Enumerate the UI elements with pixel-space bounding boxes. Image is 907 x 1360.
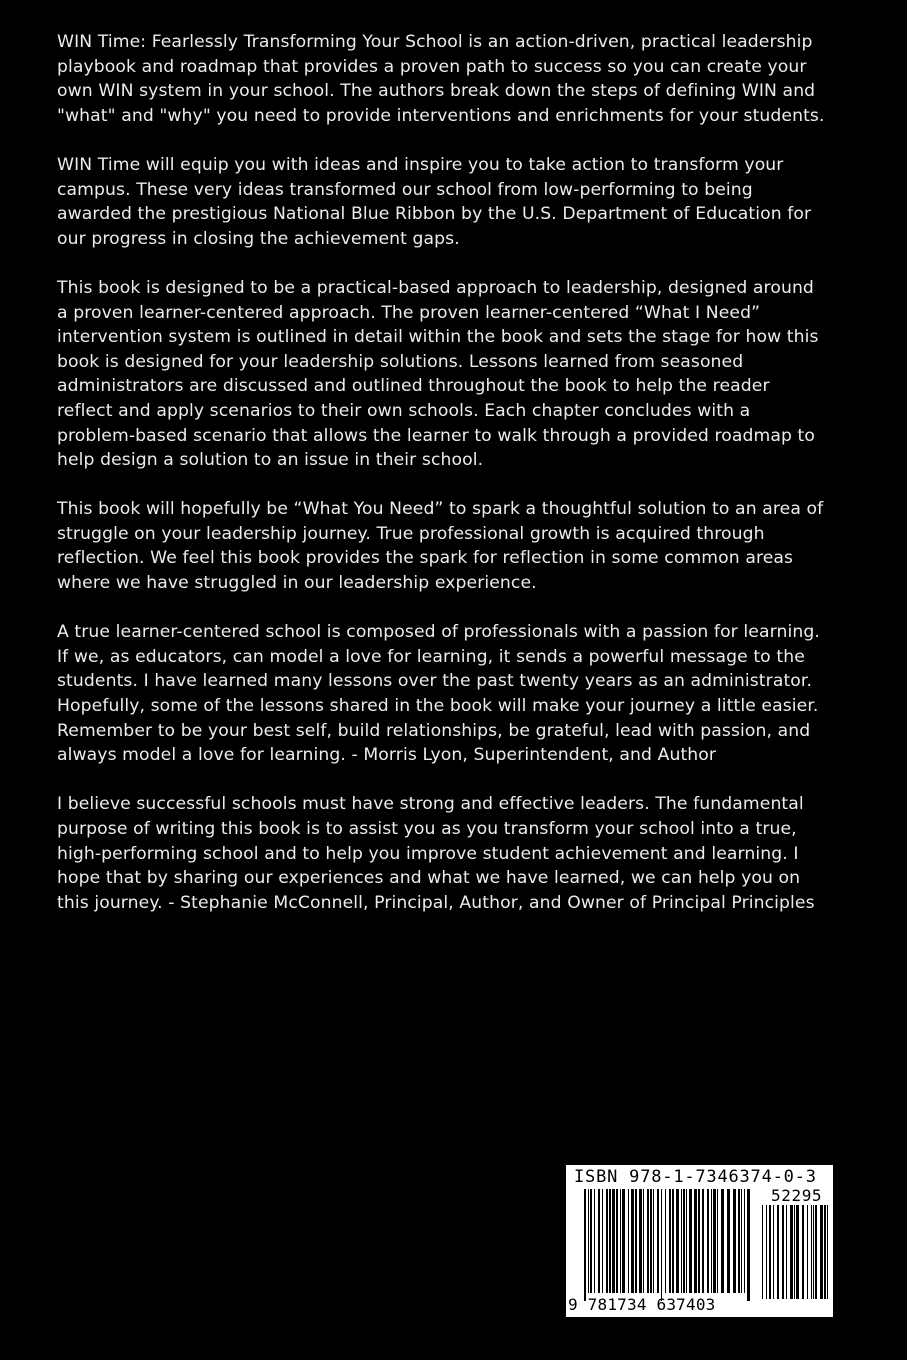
barcode-bar (796, 1205, 799, 1299)
barcode-bar (698, 1189, 700, 1293)
barcode-bar (620, 1189, 621, 1293)
barcode-bar (807, 1205, 808, 1299)
ean-number: 9 781734 637403 (568, 1295, 716, 1314)
barcode-bar (631, 1189, 634, 1293)
barcode-bar (782, 1205, 784, 1299)
barcode-bar (820, 1205, 823, 1299)
barcode-bar (635, 1189, 637, 1293)
barcode-bar (686, 1189, 687, 1293)
description-text (57, 30, 827, 940)
barcode-bar (672, 1189, 674, 1293)
barcode-bar (616, 1189, 618, 1293)
paragraph-intro: WIN Time: Fearlessly Transforming Your School is an action-driven, practical leadership playbook and roadmap that provides a proven path to success so you can create your own WIN system in your school. The authors break down the steps of defining WIN and "what" and "why" you need to provide interventions and enrichments for your students. (57, 32, 825, 126)
barcode-bar (588, 1189, 589, 1293)
barcode-bar (777, 1205, 779, 1299)
barcode-bar (598, 1189, 600, 1293)
barcode-bar (665, 1189, 666, 1293)
barcode-bar (794, 1205, 795, 1299)
barcode-bar (790, 1205, 793, 1299)
barcode-bar (590, 1189, 592, 1293)
paragraph-what-you-need: This book will hopefully be “What You Need” to spark a thoughtful solution to an area of struggle on your leadership journey. True professional growth is acquired through reflection. We feel this book provides the spark for reflection in some common areas where we have struggled in our leadership experience. (57, 499, 824, 594)
barcode-bar (669, 1189, 671, 1293)
barcode-bar (786, 1205, 787, 1299)
barcode-bar (602, 1189, 603, 1293)
paragraph-approach: This book is designed to be a practical-based approach to leadership, designed around a proven learner-centered approach. The proven learner-centered “What I Need” intervention system is outlined in detail within the book and sets the stage for how this book is designed for your leadership solutions. Lessons learned from seasoned administrators are discussed and outlined throughout the book to help the reader reflect and apply scenarios to their own schools. Each chapter concludes with a problem-based scenario that allows the learner to walk through a provided roadmap to help design a solution to an issue in their school. (57, 277, 819, 471)
barcode-bar (733, 1189, 736, 1293)
barcode-bar (717, 1189, 718, 1293)
barcode-bar (661, 1189, 662, 1301)
barcode-bar (744, 1189, 745, 1293)
barcode-bar (711, 1189, 712, 1293)
barcode-bar (657, 1189, 659, 1293)
isbn-barcode (566, 1165, 833, 1317)
barcode-bar (741, 1189, 742, 1293)
barcode-bar (653, 1189, 654, 1293)
barcode-bar (606, 1189, 608, 1293)
barcode-bar (612, 1189, 615, 1293)
barcode-bar (594, 1189, 595, 1293)
barcode-bar (681, 1189, 682, 1293)
barcode-bar (676, 1189, 679, 1293)
barcode-bar (702, 1189, 704, 1293)
barcode-bar (628, 1189, 629, 1293)
barcode-bar (747, 1189, 750, 1301)
barcode-bar (622, 1189, 625, 1293)
barcode-bar (639, 1189, 642, 1293)
barcode-bar (694, 1189, 697, 1293)
paragraph-stephanie-mcconnell: I believe successful schools must have strong and effective leaders. The fundamental purpose of writing this book is to assist you as you transform your school into a true, high-performing school and to help you improve student achievement and learning. I hope that by sharing our experiences and what we have learned, we can help you on this journey. - Stephanie McConnell, Principal, Author, and Owner of Principal Principles (57, 794, 815, 913)
barcode-bar (689, 1189, 692, 1293)
isbn-number: ISBN 978-1-7346374-0-3 (574, 1167, 817, 1187)
barcode-bar (773, 1205, 774, 1299)
barcode-bar (813, 1205, 814, 1299)
barcode-bar (721, 1189, 724, 1293)
barcode-bar (811, 1205, 812, 1299)
barcode-bar (650, 1189, 652, 1293)
barcode-bar (707, 1189, 709, 1293)
barcode-bar (738, 1189, 740, 1293)
price-code: 52295 (771, 1186, 823, 1205)
paragraph-equip: WIN Time will equip you with ideas and inspire you to take action to transform your campus. These very ideas transformed our school from low-performing to being awarded the prestigious National Blue Ribbon by the U.S. Department of Education for our progress in closing the achievement gaps. (57, 154, 812, 249)
barcode-bar (769, 1205, 771, 1299)
barcode-bar (584, 1189, 586, 1301)
barcode-bar (683, 1189, 685, 1293)
barcode-bar (802, 1205, 804, 1299)
barcode-bar (647, 1189, 649, 1293)
barcode-bar (727, 1189, 730, 1293)
barcode-bar (815, 1205, 817, 1299)
barcode-bar (643, 1189, 644, 1293)
barcode-bar (609, 1189, 611, 1293)
barcode-bar (824, 1205, 826, 1299)
barcode-bar (766, 1205, 767, 1299)
barcode-bar (827, 1205, 828, 1299)
paragraph-morris-lyon: A true learner-centered school is composed of professionals with a passion for learning. If we, as educators, can model a love for learning, it sends a powerful message to the students. I have learned many lessons over the past twenty years as an administrator. Hopefully, some of the lessons shared in the book will make your journey a little easier. Remember to be your best self, build relationships, be grateful, lead with passion, and always model a love for learning. - Morris Lyon, Superintendent, and Author (57, 622, 820, 766)
barcode-bar (762, 1205, 763, 1299)
barcode-bar (713, 1189, 716, 1293)
